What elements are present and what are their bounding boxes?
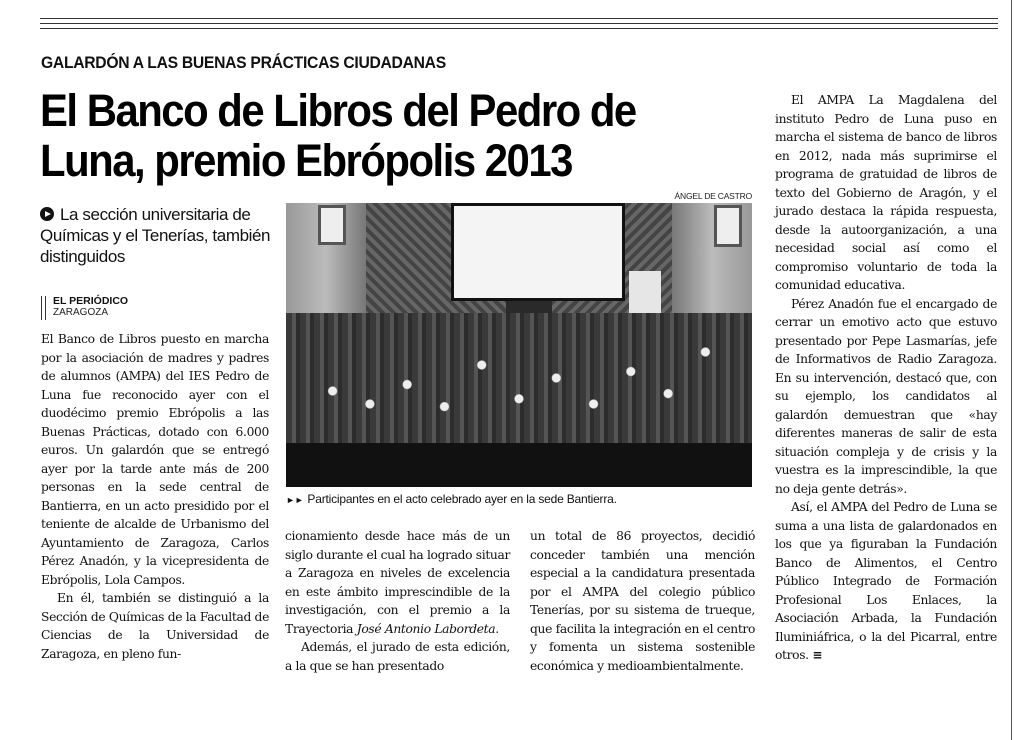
double-arrow-icon: ►► bbox=[286, 495, 304, 505]
header-rules bbox=[40, 18, 998, 33]
column-divider bbox=[1011, 0, 1012, 740]
play-bullet-icon bbox=[40, 207, 54, 221]
byline-city: ZARAGOZA bbox=[53, 307, 109, 318]
crowd bbox=[286, 313, 752, 443]
subheadline-text: La sección universitaria de Químicas y el Tenerías, también distinguidos bbox=[40, 205, 271, 266]
paragraph: El AMPA La Magdalena del instituto Pedro de Luna puso en marcha el sistema de banco de libros en 2012, nada más suprimirse el programa de gratuidad de libros de texto del Gobierno de Aragón, y el jurado destaca la rápida respuesta, desde la autoorganización, a una necesidad social así como el compromiso voluntario de toda la comunidad educativa. bbox=[775, 93, 997, 292]
article-column-1 bbox=[41, 330, 269, 663]
paragraph: En él, también se distinguió a la Sección de Químicas de la Facultad de Ciencias de la Universidad de Zaragoza, en pleno fun- bbox=[41, 591, 269, 661]
byline bbox=[41, 295, 128, 319]
end-mark-icon: ≡ bbox=[812, 648, 823, 662]
article-column-4 bbox=[775, 91, 997, 665]
article-photo bbox=[286, 203, 752, 487]
page-title: El Banco de Libros del Pedro de Luna, premio Ebrópolis 2013 bbox=[40, 85, 636, 186]
projection-screen bbox=[451, 203, 625, 301]
article-column-2 bbox=[285, 527, 510, 675]
paragraph: Además, el jurado de esta edición, a la que se han presentado bbox=[285, 640, 510, 673]
photo-caption bbox=[286, 492, 617, 506]
caption-text: Participantes en el acto celebrado ayer en la sede Bantierra. bbox=[307, 492, 617, 506]
section-kicker: GALARDÓN A LAS BUENAS PRÁCTICAS CIUDADANAS bbox=[41, 54, 446, 72]
photo-credit: ÁNGEL DE CASTRO bbox=[674, 191, 752, 201]
paragraph: cionamiento desde hace más de un siglo durante el cual ha logrado situar a Zaragoza en niveles de excelencia en este ámbito imprescindible de la investigación, con el premio a la Trayectoria José Antonio Labordeta. bbox=[285, 529, 510, 636]
paragraph: Así, el AMPA del Pedro de Luna se suma a una lista de galardonados en los que ya figuraban la Fundación Banco de Alimentos, el Centro Público Integrado de Formación Profesional Los Enlaces, la Asociación Arbada, la Fundación Iluminiáfrica, o la del Picarral, entre otros. ≡ bbox=[775, 500, 997, 662]
subheadline bbox=[40, 204, 280, 267]
paragraph: Pérez Anadón fue el encargado de cerrar un emotivo acto que estuvo presentado por Pepe Lasmarías, jefe de Informativos de Radio Zaragoza. En su intervención, destacó que, con su ejemplo, los candidatos al galardón demuestran que «hay diferentes maneras de salir de esta situación compleja y de crisis y la vuestra es la imprescindible, la que no deja gente detrás». bbox=[775, 296, 997, 496]
paragraph: El Banco de Libros puesto en marcha por la asociación de madres y padres de alumnos (AMPA) del IES Pedro de Luna fue reconocido ayer con el duodécimo premio Ebrópolis a las Buenas Prácticas, dotado con 6.000 euros. Un galardón que se entregó ayer por la tarde ante más de 200 personas en la sede central de Bantierra, en un acto presidido por el teniente de alcalde de Urbanismo del Ayuntamiento de Zaragoza, Carlos Pérez Anadón, y la vicepresidenta de Ebrópolis, Lola Campos. bbox=[41, 332, 269, 587]
award-name: José Antonio Labordeta bbox=[356, 621, 496, 636]
article-column-3 bbox=[530, 527, 755, 675]
byline-org: EL PERIÓDICO bbox=[53, 295, 129, 307]
paragraph: un total de 86 proyectos, decidió conceder también una mención especial a la candidatura presentada por el AMPA del colegio público Tenerías, por su sistema de trueque, que facilita la integración en el centro y fomenta un sistema sostenible económica y medioambientalmente. bbox=[530, 529, 755, 673]
